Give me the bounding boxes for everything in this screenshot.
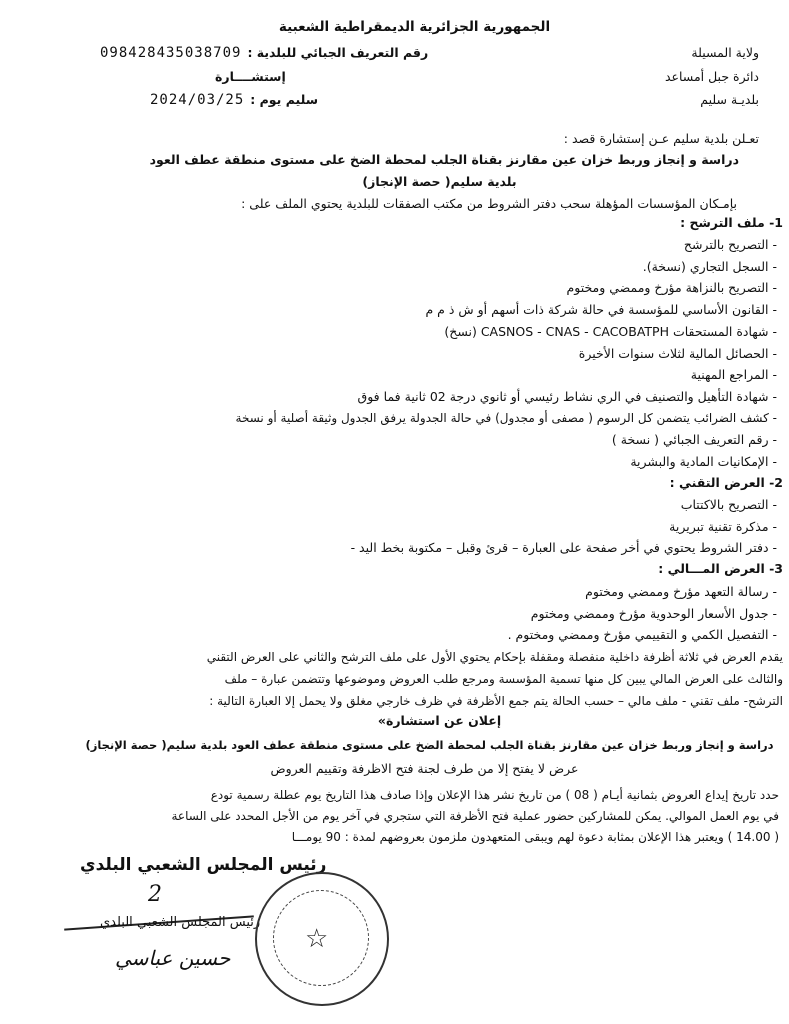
subject-line: دراسة و إنجاز وربط خزان عين مقارنز بقناة الجلب لمحطة الضخ على مستوى منطقة عطف العود [149, 152, 739, 167]
envelope-label: إعلان عن استشارة» [377, 713, 502, 728]
list-item: - التصريح بالاكتتاب [680, 497, 777, 512]
list-item: - رقم التعريف الجبائي ( نسخة ) [611, 432, 777, 447]
date-label: سليم يوم : [250, 92, 318, 107]
tax-id: 098428435038709 [100, 45, 242, 61]
subject-lot: بلدية سليم( حصة الإنجاز) [362, 174, 517, 189]
section-title: 3- العرض المـــالي : [658, 561, 783, 576]
date: 2024/03/25 [150, 92, 245, 108]
list-item: - كشف الضرائب يتضمن كل الرسوم ( مصفى أو مجدول) في حالة الجدولة يرفق الجدول وثيقة أصلية أو نسخة [235, 411, 777, 425]
daira: دائرة جبل أمساعد [664, 69, 759, 84]
list-item: - شهادة التأهيل والتصنيف في الري نشاط رئيسي أو ثانوي درجة 02 ثانية فما فوق [357, 389, 777, 404]
stamp-title: رئيس المجلس الشعبي البلدي [100, 915, 261, 930]
list-item: - التفصيل الكمي و التقييمي مؤرخ وممضي ومختوم . [507, 627, 777, 642]
initial-mark: 2 [148, 882, 162, 907]
signatory-name: حسين عباسي [115, 946, 231, 970]
announcement-line: تعـلن بلدية سليم عـن إستشارة قصد : [563, 131, 759, 146]
list-item: - التصريح بالنزاهة مؤرخ وممضي ومختوم [566, 280, 777, 295]
signatory-title: رئيس المجلس الشعبي البلدي [80, 855, 327, 875]
deadline-line: حدد تاريخ إيداع العروض بثمانية أيـام ( 08 ) من تاريخ نشر هذا الإعلان وإذا صادف هذا التاريخ يوم عطلة رسمية تودع [210, 788, 779, 802]
envelope-subject: دراسة و إنجاز وربط خزان عين مقارنز بقناة الجلب لمحطة الضخ على مستوى منطقة عطف العود بلدية سليم( حصة الإنجاز) [85, 738, 774, 752]
commune: بلديـة سليم [700, 92, 759, 107]
list-item: - رسالة التعهد مؤرخ وممضي ومختوم [585, 584, 777, 599]
deadline-line: ( 14.00 ) ويعتبر هذا الإعلان بمثابة دعوة لهم ويبقى المتعهدون ملزمون بعروضهم لمدة : 90 يومـــا [291, 830, 779, 844]
list-item: - مذكرة تقنية تبريرية [669, 519, 777, 534]
paragraph-line: والثالث على العرض المالي يبين كل منها تسمية المؤسسة ومرجع طلب العروض وموضوعها وتتضمن عبارة – ملف [224, 672, 783, 686]
list-item: - السجل التجاري (نسخة). [642, 259, 777, 274]
document-type: إستشــــارة [215, 69, 286, 84]
section-title: 2- العرض التقني : [669, 475, 783, 490]
wilaya: ولاية المسيلة [691, 45, 759, 60]
date-row [150, 91, 318, 109]
republic-title: الجمهورية الجزائرية الديمقراطية الشعبية [278, 19, 551, 35]
envelope-note: عرض لا يفتح إلا من طرف لجنة فتح الاظرفة وتقييم العروض [270, 761, 579, 776]
tax-id-label: رقم التعريف الجبائي للبلدية : [247, 45, 429, 60]
list-item: - دفتر الشروط يحتوي في أخر صفحة على العبارة – قرئ وقبل – مكتوبة بخط اليد - [350, 540, 777, 555]
list-item: - القانون الأساسي للمؤسسة في حالة شركة ذات أسهم أو ش ذ م م [425, 302, 777, 317]
official-stamp [255, 872, 389, 1006]
section-title: 1- ملف الترشح : [680, 215, 783, 230]
tax-id-row [100, 44, 428, 62]
list-item: - جدول الأسعار الوحدوية مؤرخ وممضي ومختوم [530, 606, 777, 621]
paragraph-line: يقدم العرض في ثلاثة أظرفة داخلية منفصلة ومقفلة بإحكام يحتوي الأول على ملف الترشح والثاني على العرض التقني [206, 650, 783, 664]
deadline-line: في يوم العمل الموالي. يمكن للمشاركين حضور عملية فتح الأظرفة التي ستجري في آخر يوم من الأجل المحدد على الساعة [171, 809, 779, 823]
paragraph-line: الترشح- ملف تقني - ملف مالي – حسب الحالة يتم جمع الأظرفة في ظرف خارجي مغلق ولا يحمل إلا العبارة التالية : [209, 694, 783, 708]
list-item: - شهادة المستحقات CASNOS - CNAS - CACOBATPH (نسخ) [444, 324, 777, 339]
list-item: - المراجع المهنية [690, 367, 777, 382]
availability-line: بإمـكان المؤسسات المؤهلة سحب دفتر الشروط من مكتب الصفقات للبلدية يحتوي الملف على : [241, 196, 737, 211]
list-item: - التصريح بالترشح [683, 237, 777, 252]
star-icon: ☆ [305, 924, 329, 954]
list-item: - الإمكانيات المادية والبشرية [630, 454, 777, 469]
list-item: - الحصائل المالية لثلاث سنوات الأخيرة [578, 346, 777, 361]
